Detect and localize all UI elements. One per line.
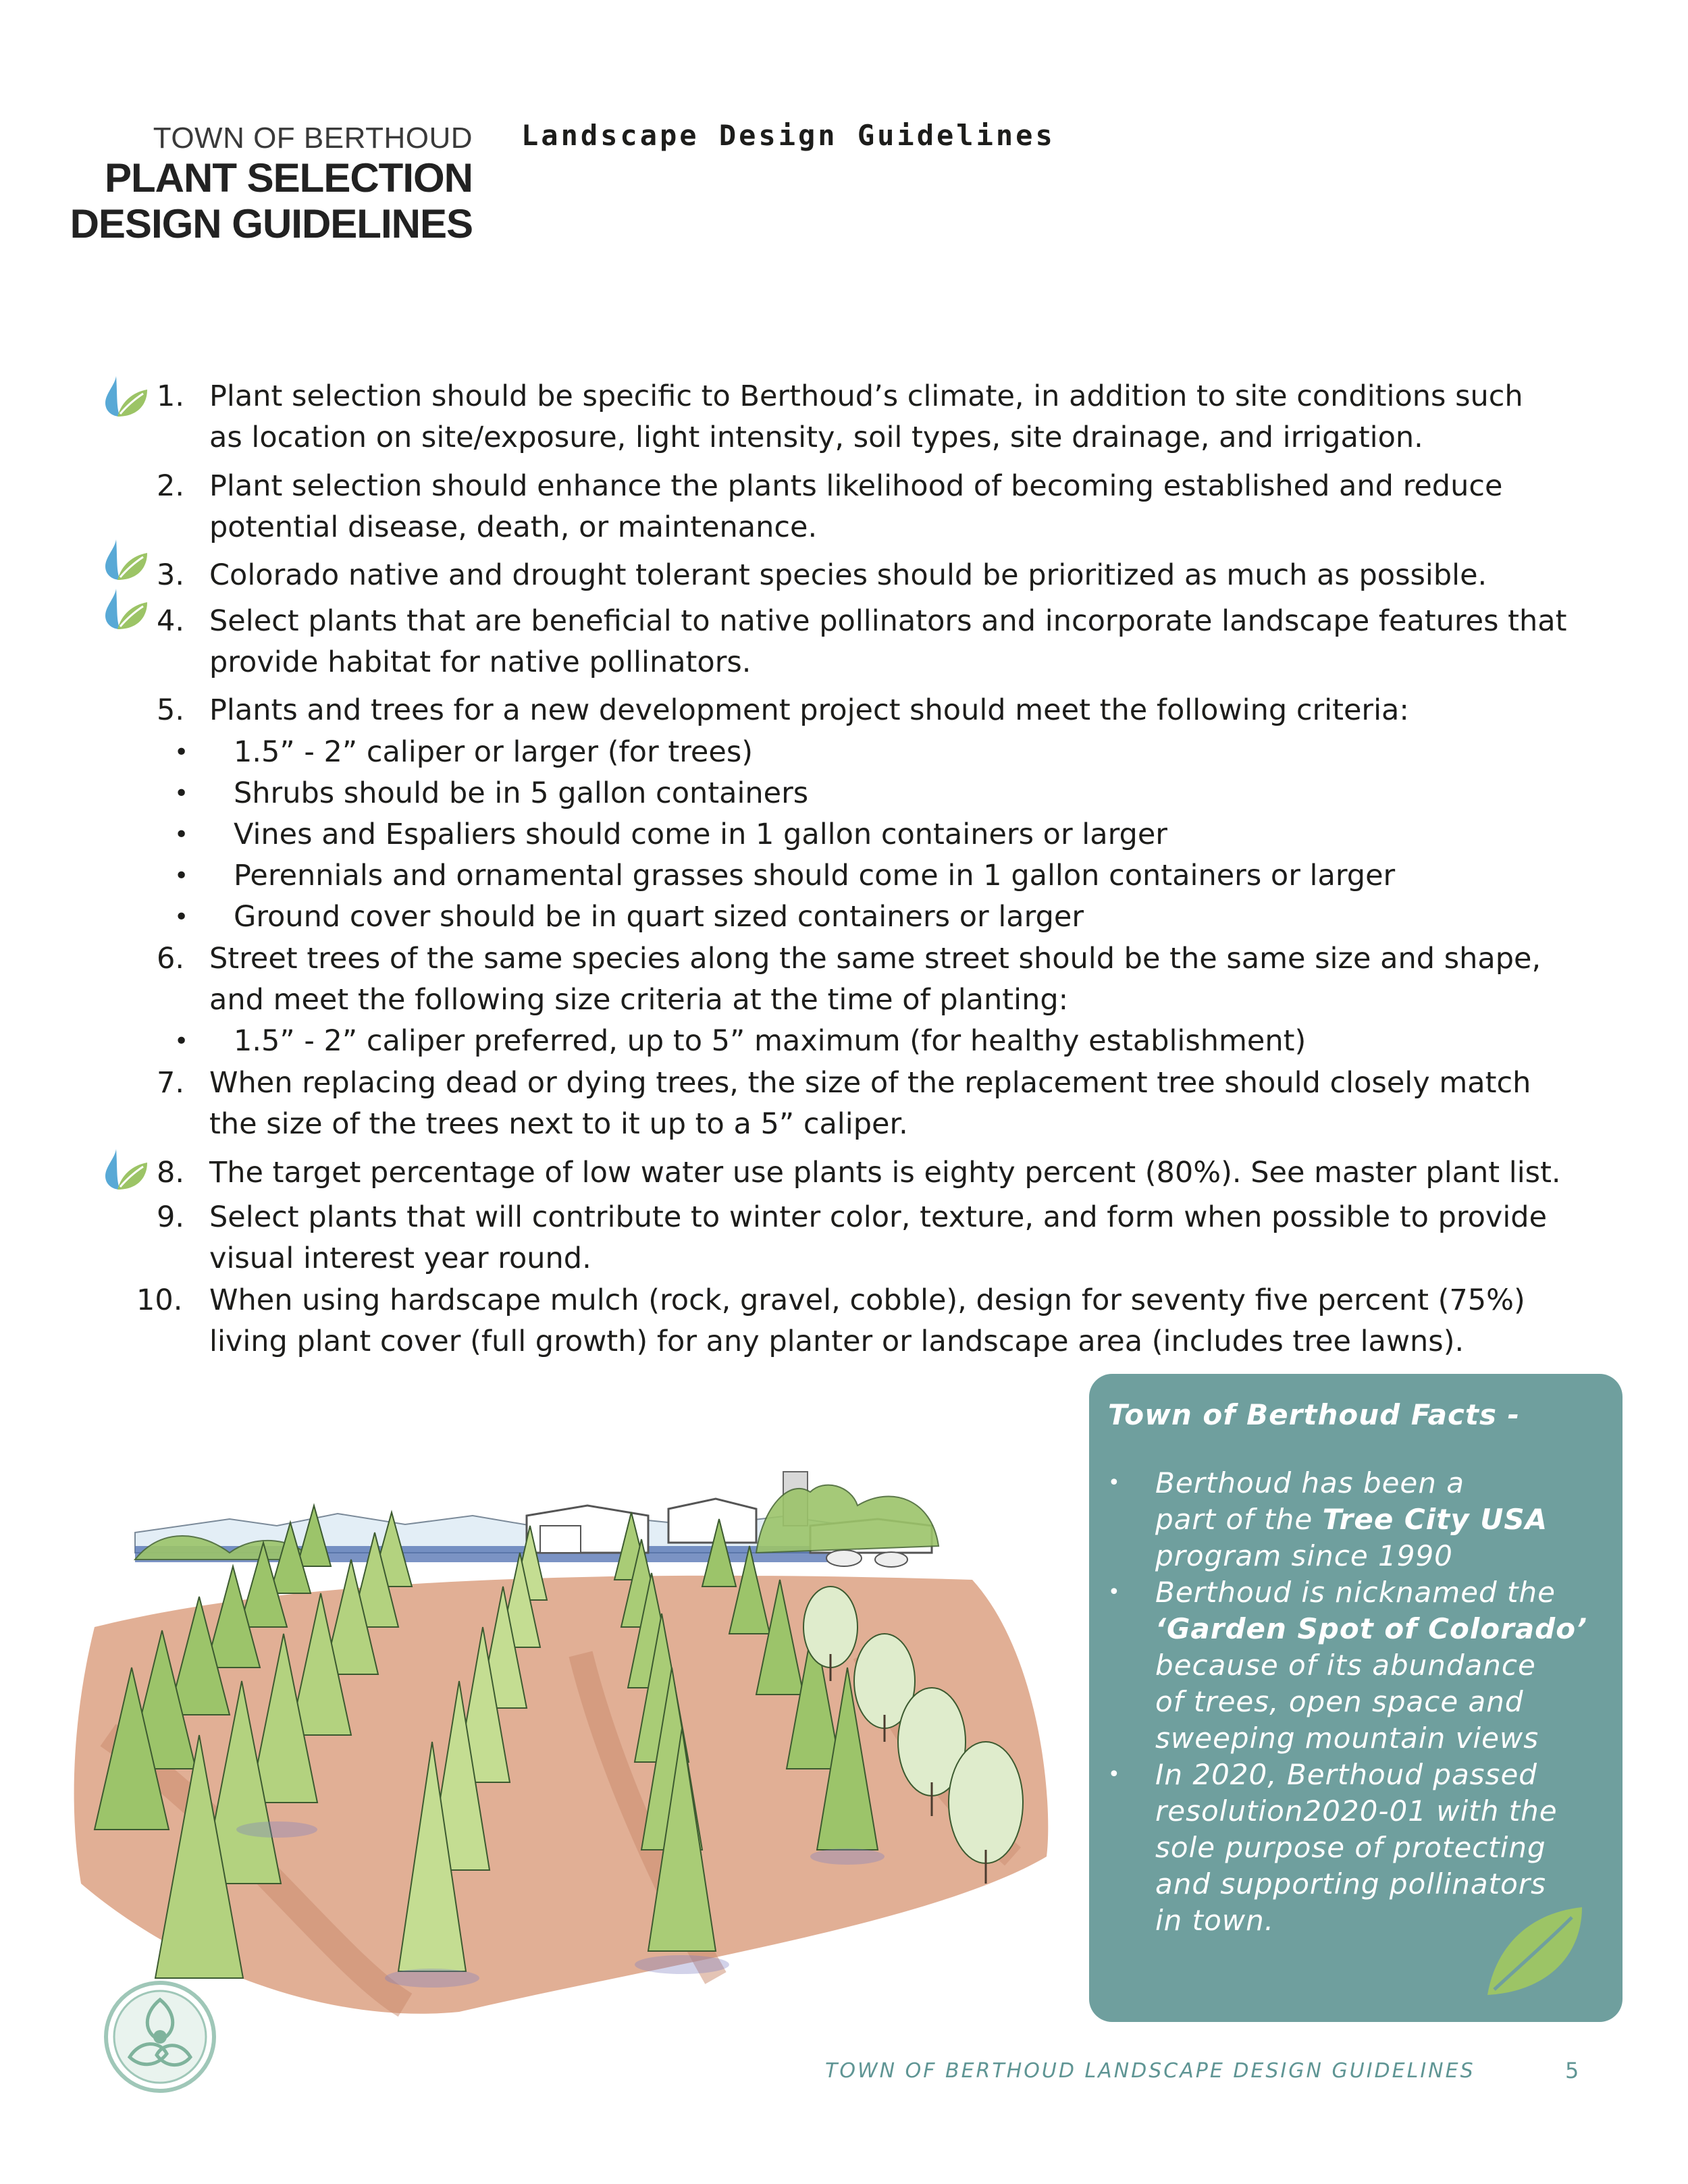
fact-text-part: In 2020, Berthoud passed resolution2020-01 with the sole purpose of protecting and supporting pollinators in town.: [1155, 1758, 1558, 1937]
fact-emphasis: Tree City USA: [1322, 1503, 1548, 1536]
bullet-dot: •: [174, 739, 189, 766]
document-title: Landscape Design Guidelines: [521, 119, 1055, 152]
item-text: Select plants that will contribute to winter color, texture, and form when possible to provide visual interest year round.: [209, 1200, 1548, 1275]
item-number: 2.: [157, 469, 185, 503]
org-name: TOWN OF BERTHOUD: [153, 122, 473, 155]
item-number: 1.: [157, 379, 185, 413]
fact-text-part: Berthoud is nicknamed the: [1155, 1576, 1556, 1609]
fact-text-part: Berthoud has been a part of the: [1155, 1466, 1465, 1536]
facts-title: Town of Berthoud Facts -: [1108, 1398, 1521, 1431]
section-title-line1: PLANT SELECTION: [104, 155, 473, 201]
bullet-dot: •: [174, 1028, 189, 1055]
bullet-dot: •: [1108, 1580, 1121, 1604]
tree-farm-illustration: [54, 1451, 1080, 2032]
bullet-dot: •: [1108, 1471, 1121, 1495]
item-text: The target percentage of low water use plants is eighty percent (80%). See master plant list.: [209, 1156, 1561, 1190]
item-number: 3.: [157, 558, 185, 592]
bullet-text: 1.5” - 2” caliper preferred, up to 5” maximum (for healthy establishment): [234, 1024, 1307, 1058]
item-text: When replacing dead or dying trees, the size of the replacement tree should closely match the size of the trees next to it up to a 5” caliper.: [209, 1066, 1531, 1141]
bullet-text: 1.5” - 2” caliper or larger (for trees): [234, 735, 754, 769]
facts-panel: [1089, 1374, 1623, 2022]
page-number: 5: [1565, 2058, 1579, 2083]
fact-text-part: program since 1990: [1155, 1539, 1453, 1572]
item-number: 7.: [157, 1066, 185, 1100]
item-number: 9.: [157, 1200, 185, 1234]
bullet-dot: •: [174, 903, 189, 931]
item-text: Plant selection should be specific to Berthoud’s climate, in addition to site conditions such as location on site/exposure, light intensity, soil types, site drainage, and irrigation.: [209, 379, 1523, 454]
item-number: 4.: [157, 604, 185, 638]
item-text: Street trees of the same species along the same street should be the same size and shape, and meet the following size criteria at the time of planting:: [209, 942, 1541, 1017]
item-text: Select plants that are beneficial to native pollinators and incorporate landscape features that provide habitat for native pollinators.: [209, 604, 1567, 679]
bullet-dot: •: [174, 780, 189, 807]
bullet-text: Shrubs should be in 5 gallon containers: [234, 776, 809, 810]
item-text: Colorado native and drought tolerant species should be prioritized as much as possible.: [209, 558, 1487, 592]
leaf-icon: [1481, 1900, 1589, 2002]
fact-emphasis: ‘Garden Spot of Colorado’: [1155, 1612, 1588, 1645]
item-text: Plant selection should enhance the plants likelihood of becoming established and reduce potential disease, death, or maintenance.: [209, 469, 1503, 544]
item-number: 5.: [157, 693, 185, 727]
bullet-text: Vines and Espaliers should come in 1 gallon containers or larger: [234, 818, 1167, 851]
bullet-dot: •: [1108, 1763, 1121, 1786]
item-text: Plants and trees for a new development project should meet the following criteria:: [209, 693, 1409, 727]
fact-text: [1155, 1465, 1614, 1574]
town-seal-logo: [103, 1979, 217, 2094]
fact-text: [1155, 1574, 1614, 1757]
item-number: 10.: [136, 1283, 183, 1317]
item-text: When using hardscape mulch (rock, gravel, cobble), design for seventy five percent (75%) living plant cover (full growth) for any planter or landscape area (includes tree lawns).: [209, 1283, 1525, 1358]
bullet-text: Ground cover should be in quart sized containers or larger: [234, 900, 1084, 934]
item-number: 6.: [157, 942, 185, 976]
bullet-dot: •: [174, 862, 189, 890]
bullet-text: Perennials and ornamental grasses should come in 1 gallon containers or larger: [234, 859, 1396, 893]
bullet-dot: •: [174, 821, 189, 849]
footer-text: TOWN OF BERTHOUD LANDSCAPE DESIGN GUIDELINES: [825, 2059, 1475, 2083]
item-number: 8.: [157, 1156, 185, 1190]
section-title-line2: DESIGN GUIDELINES: [70, 201, 473, 246]
fact-text-part: because of its abundance of trees, open space and sweeping mountain views: [1155, 1649, 1539, 1755]
